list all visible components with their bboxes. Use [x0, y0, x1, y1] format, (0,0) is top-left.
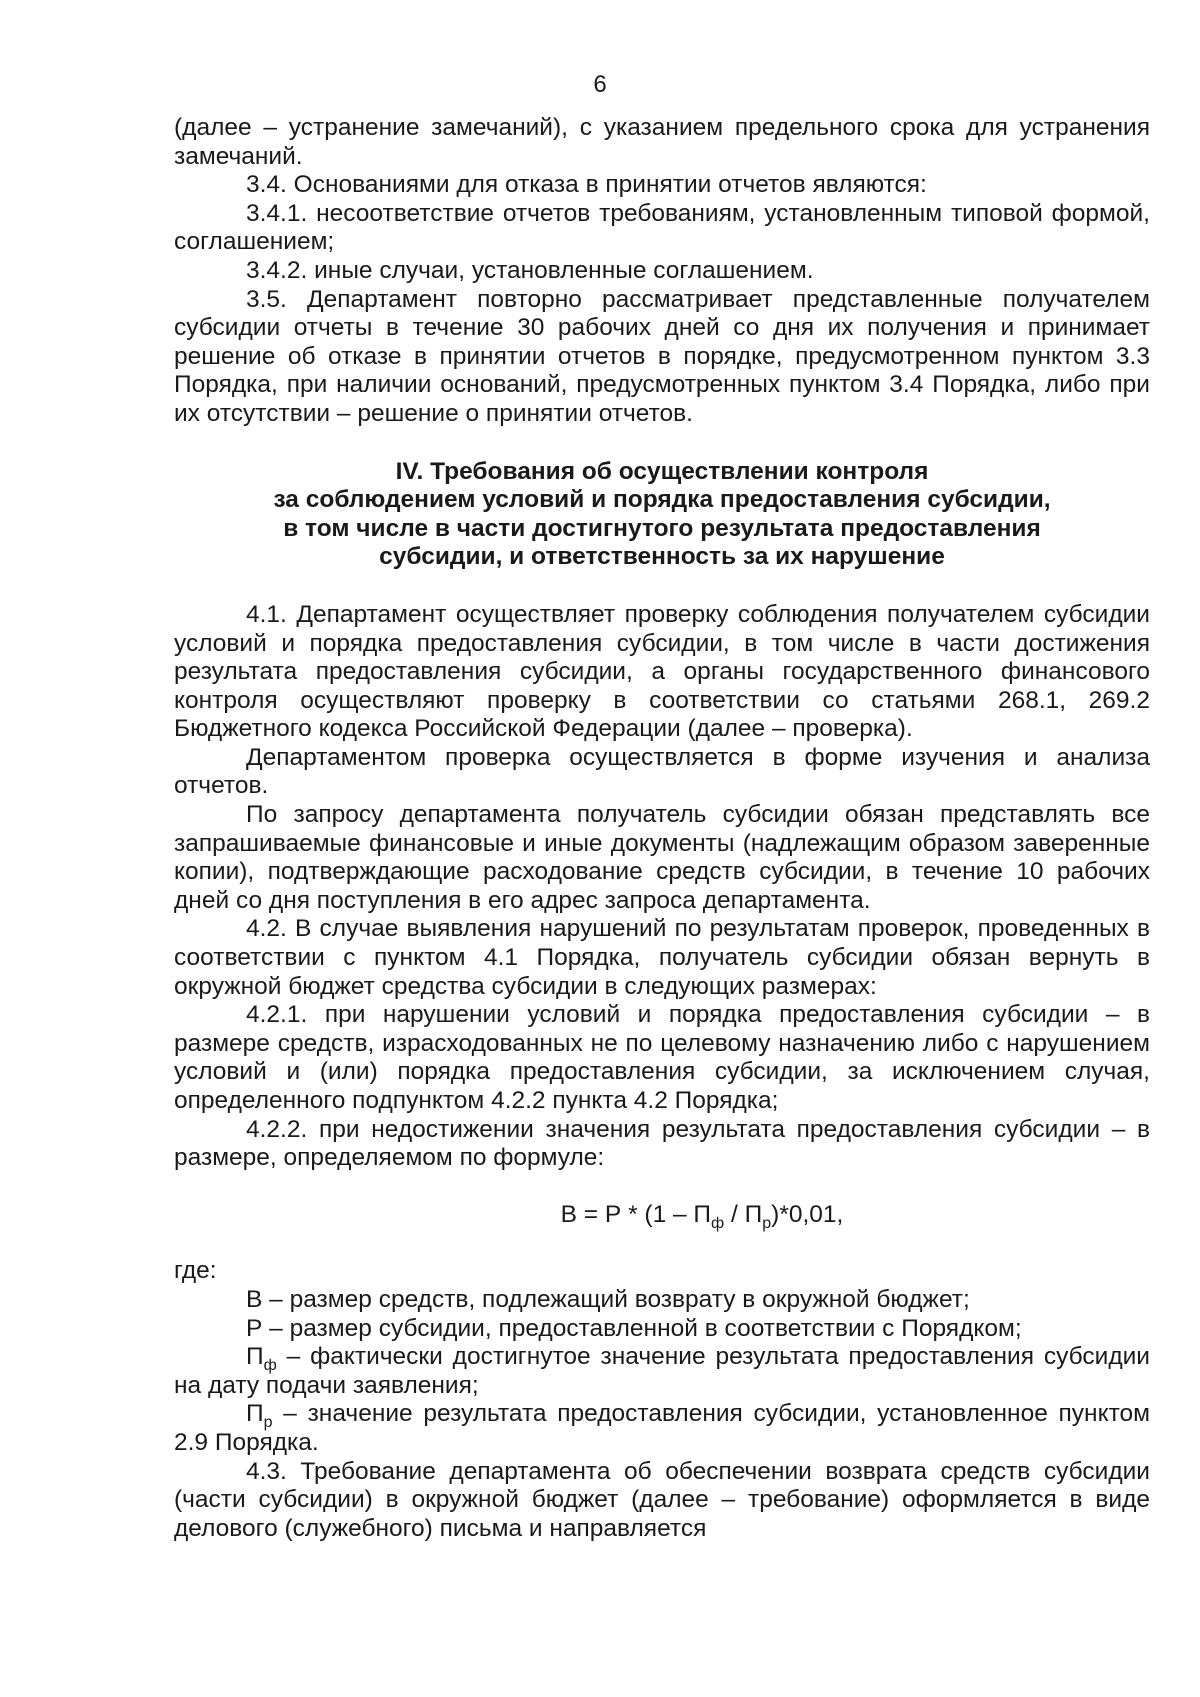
document-body: [174, 114, 1150, 1543]
paragraph: 4.2.2. при недостижении значения результата предоставления субсидии – в размере, определяемом по формуле:: [174, 1115, 1150, 1172]
definition-text: – значение результата предоставления субсидии, установленное пунктом 2.9 Порядка.: [174, 1400, 1150, 1456]
paragraph: По запросу департамента получатель субсидии обязан представлять все запрашиваемые финансовые и иные документы (надлежащим образом заверенные копии), подтверждающие расходование средств субсидии, в течение 10 рабочих дней со дня поступления в его адрес запроса департамента.: [174, 801, 1150, 914]
symbol-subscript: р: [263, 1414, 273, 1432]
section-heading-line: IV. Требования об осуществлении контроля: [395, 457, 929, 485]
section-heading-line: субсидии, и ответственность за их нарушение: [379, 543, 945, 571]
definition: [174, 1343, 1150, 1400]
paragraph: (далее – устранение замечаний), с указанием предельного срока для устранения замечаний.: [174, 114, 1150, 170]
page-number: 6: [593, 71, 607, 98]
definition: [174, 1400, 1150, 1457]
definition: Р – размер субсидии, предоставленной в соответствии с Порядком;: [246, 1314, 1022, 1342]
paragraph: 4.2. В случае выявления нарушений по результатам проверок, проведенных в соответствии с пунктом 4.1 Порядка, получатель субсидии обязан вернуть в окружной бюджет средства субсидии в следующих размерах:: [174, 915, 1150, 1000]
formula-subscript: ф: [711, 1214, 725, 1232]
paragraph: 3.4.1. несоответствие отчетов требованиям, установленным типовой формой, соглашением;: [174, 199, 1150, 256]
formula-text: / П: [724, 1200, 763, 1228]
section-heading-line: в том числе в части достигнутого результата предоставления: [283, 514, 1041, 542]
symbol: П: [246, 1343, 264, 1371]
symbol-subscript: ф: [263, 1357, 277, 1375]
where-label: где:: [174, 1257, 217, 1285]
paragraph: 3.4.2. иные случаи, установленные соглашением.: [246, 256, 814, 284]
paragraph: 3.5. Департамент повторно рассматривает представленные получателем субсидии отчеты в течение 30 рабочих дней со дня их получения и принимает решение об отказе в принятии отчетов в порядке, предусмотренном пунктом 3.3 Порядка, при наличии оснований, предусмотренных пунктом 3.4 Порядка, либо при их отсутствии – решение о принятии отчетов.: [174, 285, 1150, 427]
section-heading-line: за соблюдением условий и порядка предоставления субсидии,: [273, 486, 1051, 514]
formula: [174, 1201, 1150, 1230]
formula-text: )*0,01,: [771, 1200, 844, 1228]
formula-subscript: р: [762, 1214, 772, 1232]
paragraph: 4.1. Департамент осуществляет проверку соблюдения получателем субсидии условий и порядка предоставления субсидии, в том числе в части достижения результата предоставления субсидии, а органы государственного финансового контроля осуществляют проверку в соответствии со статьями 268.1, 269.2 Бюджетного кодекса Российской Федерации (далее – проверка).: [174, 600, 1150, 743]
formula-text: В = Р * (1 – П: [560, 1200, 712, 1228]
symbol: П: [246, 1400, 264, 1428]
paragraph: 4.2.1. при нарушении условий и порядка предоставления субсидии – в размере средств, израсходованных не по целевому назначению либо с нарушением условий и (или) порядка предоставления субсидии, за исключением случая, определенного подпунктом 4.2.2 пункта 4.2 Порядка;: [174, 1001, 1150, 1114]
section-heading: [174, 458, 1150, 572]
paragraph: 3.4. Основаниями для отказа в принятии отчетов являются:: [246, 171, 927, 199]
paragraph: 4.3. Требование департамента об обеспечении возврата средств субсидии (части субсидии) в окружной бюджет (далее – требование) оформляется в виде делового (служебного) письма и направляется: [174, 1457, 1150, 1542]
definition: В – размер средств, подлежащий возврату в окружной бюджет;: [246, 1285, 970, 1313]
definition-text: – фактически достигнутое значение результата предоставления субсидии на дату подачи заявления;: [174, 1343, 1150, 1399]
paragraph: Департаментом проверка осуществляется в форме изучения и анализа отчетов.: [174, 743, 1150, 800]
